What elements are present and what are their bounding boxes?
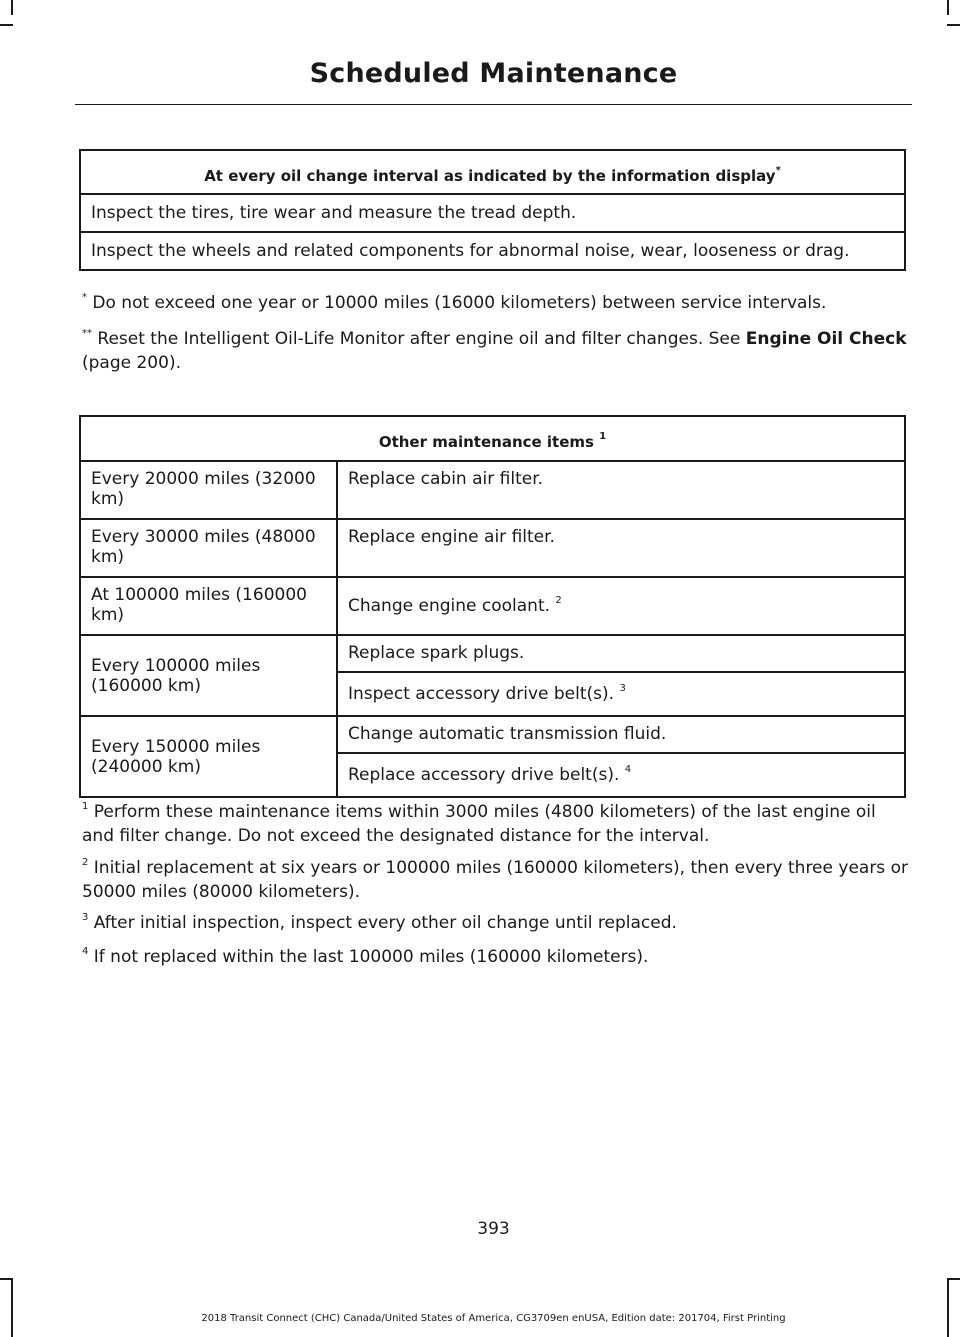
action-cell: Replace spark plugs. — [337, 635, 905, 672]
crop-mark — [947, 24, 960, 26]
oil-change-table — [79, 149, 906, 271]
footnote-marker: * — [775, 165, 781, 176]
page-footer: 2018 Transit Connect (CHC) Canada/United States of America, CG3709en enUSA, Edition date: 201704, First Printing — [201, 1313, 786, 1324]
table-cell: Inspect the wheels and related components for abnormal noise, wear, looseness or drag. — [80, 232, 905, 270]
crop-mark — [0, 1278, 13, 1280]
action-cell: Inspect accessory drive belt(s). $^3$ — [337, 672, 905, 716]
crop-mark — [0, 24, 13, 26]
interval-cell: Every 20000 miles (32000 km) — [80, 461, 337, 519]
crop-mark — [947, 0, 949, 15]
table-header-row — [80, 416, 905, 461]
table-header: At every oil change interval as indicated by the information display* — [80, 150, 905, 194]
footnote-1: $^1$ Perform these maintenance items within 3000 miles (4800 kilometers) of the last engine oil and filter change. Do not exceed the designated distance for the interval. — [82, 801, 876, 846]
page-title: Scheduled Maintenance — [309, 58, 678, 89]
action-cell: Replace cabin air filter. — [337, 461, 905, 519]
page-number: 393 — [477, 1219, 510, 1239]
footnote-4: $^4$ If not replaced within the last 100000 miles (160000 kilometers). — [82, 946, 649, 967]
footnote-marker: 1 — [599, 431, 607, 442]
table-row — [80, 577, 905, 635]
footnote-marker: 3 — [619, 683, 626, 694]
footnote-marker: 4 — [624, 764, 632, 775]
footnote-2: $^2$ Initial replacement at six years or 100000 miles (160000 kilometers), then every three years or 50000 miles (80000 kilometers). — [82, 857, 908, 902]
interval-cell: Every 100000 miles (160000 km) — [80, 635, 337, 716]
footnote-3: $^3$ After initial inspection, inspect every other oil change until replaced. — [82, 912, 677, 933]
action-cell: Replace accessory drive belt(s). $^4$ — [337, 753, 905, 797]
table-row — [80, 461, 905, 519]
interval-cell: Every 150000 miles (240000 km) — [80, 716, 337, 797]
title-divider — [75, 104, 912, 105]
table-row — [80, 194, 905, 232]
crop-mark — [11, 1280, 13, 1337]
table-row — [80, 519, 905, 577]
crop-mark — [947, 1280, 949, 1337]
crop-mark — [11, 0, 13, 15]
crop-mark — [947, 1278, 960, 1280]
table-row — [80, 716, 905, 753]
table-cell: Inspect the tires, tire wear and measure the tread depth. — [80, 194, 905, 232]
footnote-marker: 2 — [555, 595, 562, 606]
footnote-star: * Do not exceed one year or 10000 miles (16000 kilometers) between service intervals. — [82, 292, 827, 313]
action-cell: Change automatic transmission fluid. — [337, 716, 905, 753]
table-header: Other maintenance items $^1$ — [80, 416, 905, 461]
other-maintenance-table — [79, 415, 906, 798]
table-header-row — [80, 150, 905, 194]
footnote-double-star: ** Reset the Intelligent Oil-Life Monitor after engine oil and filter changes. See Engine Oil Check (page 200). — [82, 328, 907, 373]
action-cell: Replace engine air filter. — [337, 519, 905, 577]
table-row — [80, 232, 905, 270]
action-cell: Change engine coolant. $^2$ — [337, 577, 905, 635]
interval-cell: At 100000 miles (160000 km) — [80, 577, 337, 635]
interval-cell: Every 30000 miles (48000 km) — [80, 519, 337, 577]
table-row — [80, 635, 905, 672]
cross-reference-link[interactable]: Engine Oil Check — [745, 329, 907, 349]
